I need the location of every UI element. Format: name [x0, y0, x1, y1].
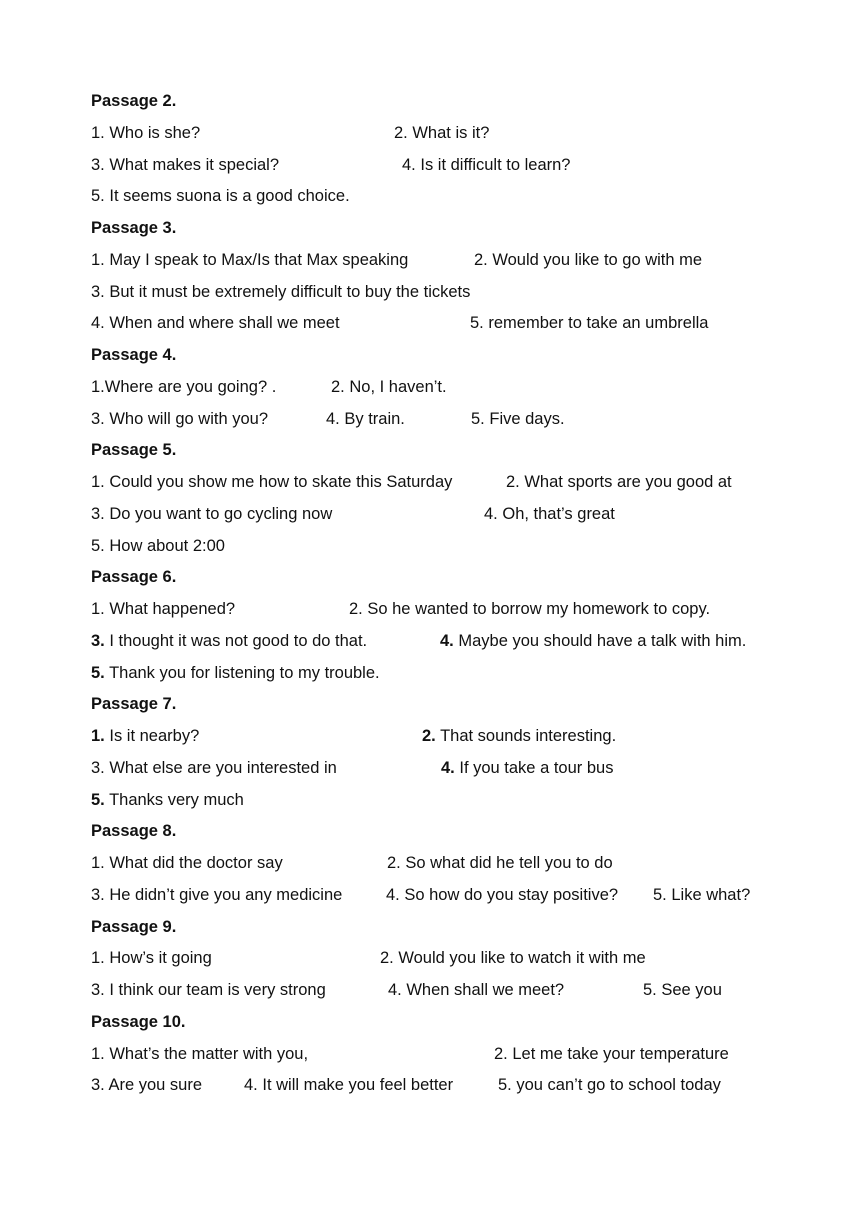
answer-item: [470, 310, 708, 336]
answer-text: What sports are you good at: [524, 473, 732, 491]
answer-number: 4.: [386, 885, 400, 904]
answer-text: What’s the matter with you,: [109, 1044, 309, 1063]
answer-number: 4.: [402, 155, 416, 174]
answer-row: [91, 882, 811, 914]
answer-number: 5.: [470, 314, 484, 333]
answer-item: [422, 723, 616, 749]
answer-text: What makes it special?: [109, 155, 280, 174]
answer-text: See you: [661, 981, 722, 999]
answer-item: [91, 310, 340, 336]
answer-item: [653, 882, 750, 908]
answer-row: [91, 120, 811, 152]
answer-number: 5.: [643, 981, 657, 999]
answer-text: Would you like to watch it with me: [398, 949, 646, 968]
answer-number: 2.: [474, 250, 488, 269]
answer-text: But it must be extremely difficult to buy the tickets: [109, 282, 471, 301]
answer-number: 3.: [91, 1076, 105, 1095]
answer-number: 5.: [91, 663, 105, 682]
answer-number: 5.: [471, 409, 485, 428]
answer-number: 3.: [91, 282, 105, 301]
answer-row: [91, 247, 811, 279]
answer-number: 3.: [91, 409, 105, 428]
answer-item: [91, 501, 332, 527]
answer-number: 3.: [91, 631, 105, 650]
answer-number: 2.: [422, 727, 436, 745]
answer-number: 1.: [91, 250, 105, 269]
answer-text: Is it difficult to learn?: [420, 155, 571, 174]
passage-heading: Passage 2.: [91, 92, 177, 110]
answer-item: [91, 1041, 308, 1067]
answer-item: [498, 1072, 721, 1098]
answer-text: I thought it was not good to do that.: [109, 631, 368, 650]
answer-number: 3.: [91, 758, 105, 777]
answer-item: [91, 183, 350, 209]
answer-number: 2.: [494, 1044, 508, 1063]
answer-number: 4.: [91, 314, 105, 333]
answer-number: 1.: [91, 1044, 105, 1063]
answer-item: [91, 469, 452, 495]
answer-number: 5.: [91, 187, 105, 206]
answer-item: [91, 374, 276, 400]
answer-item: [484, 501, 615, 527]
answer-text: No, I haven’t.: [349, 377, 447, 396]
answer-number: 4.: [326, 409, 340, 428]
answer-number: 4.: [388, 981, 402, 999]
answer-text: What happened?: [109, 600, 236, 618]
answer-text: Maybe you should have a talk with him.: [458, 631, 747, 650]
answer-text: When and where shall we meet: [109, 314, 340, 333]
answer-item: [91, 882, 342, 908]
answer-number: 2.: [394, 123, 408, 142]
answer-item: [474, 247, 702, 273]
answer-text: What is it?: [412, 123, 490, 142]
answer-item: [394, 120, 489, 146]
answer-text: Could you show me how to skate this Saturday: [109, 473, 453, 491]
passage-heading: Passage 6.: [91, 568, 177, 587]
answer-number: 1.: [91, 600, 105, 618]
answer-item: [91, 977, 326, 1003]
answer-number: 2.: [331, 377, 345, 396]
answer-item: [244, 1072, 453, 1098]
answer-item: [349, 596, 710, 622]
answer-text: remember to take an umbrella: [488, 314, 709, 333]
answer-item: [91, 787, 244, 813]
answer-text: Like what?: [671, 885, 751, 904]
answer-number: 1.: [91, 727, 105, 745]
answer-row: [91, 279, 811, 311]
answer-number: 4.: [244, 1076, 258, 1095]
answer-text: Who will go with you?: [109, 409, 269, 428]
answer-text: If you take a tour bus: [459, 758, 614, 777]
answer-item: [506, 469, 732, 495]
passage-heading: Passage 7.: [91, 695, 177, 714]
answer-item: [91, 755, 337, 781]
answer-number: 1.: [91, 123, 105, 142]
answer-item: [386, 882, 618, 908]
answer-number: 5.: [498, 1076, 512, 1095]
answer-text: What did the doctor say: [109, 854, 283, 872]
answer-item: [91, 279, 470, 305]
answer-row: [91, 850, 811, 882]
answer-item: [388, 977, 564, 1003]
answer-number: 1.: [91, 377, 105, 396]
answer-text: Five days.: [489, 409, 565, 428]
answer-row: [91, 469, 811, 501]
answer-row: [91, 977, 811, 1009]
answer-text: Let me take your temperature: [512, 1044, 729, 1063]
answer-number: 2.: [380, 949, 394, 968]
answer-item: [91, 120, 200, 146]
answer-row: [91, 152, 811, 184]
answer-row: [91, 533, 811, 565]
answer-row: [91, 501, 811, 533]
answer-item: [441, 755, 613, 781]
answer-number: 3.: [91, 885, 105, 904]
answer-text: Thanks very much: [109, 790, 244, 809]
answer-row: [91, 1041, 811, 1073]
answer-text: How about 2:00: [109, 536, 225, 555]
answer-row: [91, 660, 811, 692]
answer-row: [91, 183, 811, 215]
answer-row: [91, 723, 811, 755]
answer-item: [91, 247, 408, 273]
answer-number: 5.: [91, 790, 105, 809]
passage-heading: Passage 4.: [91, 346, 177, 364]
passage-heading: Passage 5.: [91, 441, 177, 460]
answer-item: [402, 152, 570, 178]
answer-row: [91, 628, 811, 660]
answer-text: Do you want to go cycling now: [109, 504, 333, 523]
answer-item: [331, 374, 447, 400]
answer-number: 5.: [653, 885, 667, 904]
answer-text: It seems suona is a good choice.: [109, 187, 350, 206]
answer-text: Would you like to go with me: [492, 250, 703, 269]
answer-text: you can’t go to school today: [516, 1076, 721, 1095]
answer-item: [91, 945, 212, 971]
answer-item: [91, 596, 235, 622]
answer-row: [91, 787, 811, 819]
answer-text: How’s it going: [109, 949, 212, 968]
answer-item: [471, 406, 565, 432]
answer-item: [643, 977, 722, 1003]
passage-heading: Passage 9.: [91, 917, 177, 936]
answer-row: [91, 374, 811, 406]
answer-item: [91, 660, 380, 686]
answer-text: May I speak to Max/Is that Max speaking: [109, 250, 409, 269]
answer-text: Oh, that’s great: [502, 504, 615, 523]
answer-text: I think our team is very strong: [109, 981, 326, 999]
answer-item: [440, 628, 746, 654]
answer-number: 1.: [91, 473, 105, 491]
answer-item: [91, 152, 279, 178]
answer-number: 1.: [91, 854, 105, 872]
answer-item: [91, 628, 367, 654]
answer-text: Thank you for listening to my trouble.: [109, 663, 380, 682]
answer-text: So how do you stay positive?: [404, 885, 619, 904]
answer-text: Is it nearby?: [109, 727, 200, 745]
answer-document: [91, 88, 811, 1104]
answer-number: 3.: [91, 981, 105, 999]
answer-number: 3.: [91, 155, 105, 174]
answer-text: So what did he tell you to do: [405, 854, 613, 872]
answer-number: 4.: [441, 758, 455, 777]
answer-item: [494, 1041, 729, 1067]
answer-text: That sounds interesting.: [440, 727, 617, 745]
answer-row: [91, 596, 811, 628]
answer-item: [387, 850, 613, 876]
answer-text: Are you sure: [108, 1076, 202, 1095]
passage-heading: Passage 3.: [91, 219, 177, 237]
answer-item: [91, 723, 199, 749]
answer-text: By train.: [344, 409, 405, 428]
answer-item: [91, 850, 283, 876]
answer-number: 4.: [440, 631, 454, 650]
answer-row: [91, 310, 811, 342]
answer-text: When shall we meet?: [406, 981, 565, 999]
answer-item: [91, 533, 225, 559]
answer-number: 2.: [506, 473, 520, 491]
answer-item: [380, 945, 646, 971]
answer-row: [91, 406, 811, 438]
passage-heading: Passage 10.: [91, 1012, 186, 1031]
answer-row: [91, 945, 811, 977]
answer-number: 2.: [349, 600, 363, 618]
answer-row: [91, 1072, 811, 1104]
answer-text: Who is she?: [109, 123, 201, 142]
answer-text: Where are you going? .: [104, 377, 277, 396]
answer-number: 1.: [91, 949, 105, 968]
answer-number: 3.: [91, 504, 105, 523]
answer-number: 2.: [387, 854, 401, 872]
passage-heading: Passage 8.: [91, 822, 177, 841]
answer-item: [91, 406, 268, 432]
answer-item: [326, 406, 405, 432]
answer-item: [91, 1072, 202, 1098]
answer-number: 5.: [91, 536, 105, 555]
answer-text: So he wanted to borrow my homework to copy.: [367, 600, 711, 618]
answer-text: What else are you interested in: [109, 758, 337, 777]
answer-text: It will make you feel better: [262, 1076, 454, 1095]
answer-row: [91, 755, 811, 787]
answer-number: 4.: [484, 504, 498, 523]
answer-text: He didn’t give you any medicine: [109, 885, 343, 904]
